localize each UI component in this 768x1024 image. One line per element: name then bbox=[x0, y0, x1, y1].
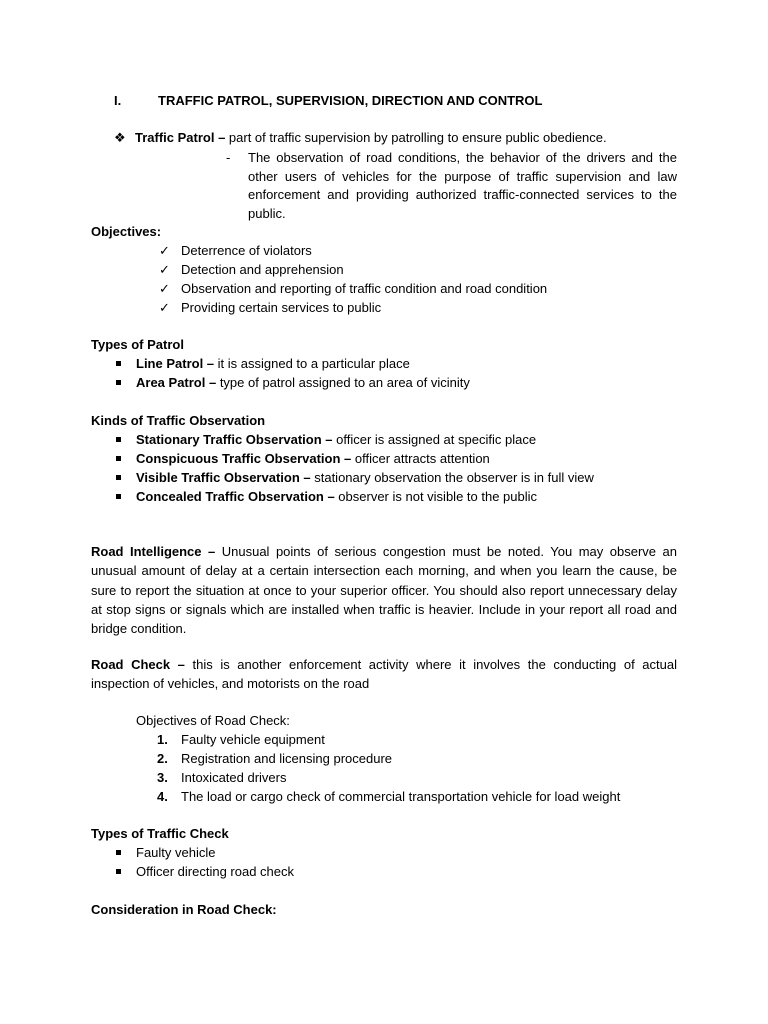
patrol-type-term: Line Patrol – bbox=[136, 356, 215, 371]
observation-item bbox=[136, 488, 537, 506]
objective-item: Observation and reporting of traffic condition and road condition bbox=[181, 281, 548, 296]
list-number: 3. bbox=[157, 770, 168, 785]
section-title: TRAFFIC PATROL, SUPERVISION, DIRECTION AND CONTROL bbox=[158, 93, 543, 108]
check-icon: ✓ bbox=[159, 243, 170, 258]
road-check-paragraph bbox=[91, 655, 677, 694]
observation-item bbox=[136, 469, 594, 487]
check-icon: ✓ bbox=[159, 281, 170, 296]
road-check-text: this is another enforcement activity where it involves the conducting of actual inspection of vehicles, and motorists on the road bbox=[91, 657, 677, 692]
road-intelligence-text: Unusual points of serious congestion must be noted. You may observe an unusual amount of delay at a certain intersection each morning, and when you learn the cause, be sure to report the situation at once to your superior officer. You should also report unnecessary delay at stop signs or signals which are installed when traffic is heavier. Include in your report all road and bridge condition. bbox=[91, 544, 677, 636]
objectives-title: Objectives: bbox=[91, 224, 162, 239]
observation-def: observer is not visible to the public bbox=[334, 489, 538, 504]
observation-term: Stationary Traffic Observation – bbox=[136, 432, 333, 447]
observation-def: officer attracts attention bbox=[351, 451, 490, 466]
list-number: 1. bbox=[157, 732, 168, 747]
observation-term: Concealed Traffic Observation – bbox=[136, 489, 335, 504]
patrol-type-def: it is assigned to a particular place bbox=[214, 356, 410, 371]
objective-item: Detection and apprehension bbox=[181, 262, 344, 277]
traffic-check-item: Faulty vehicle bbox=[136, 845, 216, 860]
square-bullet-icon bbox=[116, 361, 121, 366]
road-intelligence-term: Road Intelligence – bbox=[91, 544, 216, 559]
observation-item bbox=[136, 431, 536, 449]
check-icon: ✓ bbox=[159, 300, 170, 315]
square-bullet-icon bbox=[116, 475, 121, 480]
observation-def: stationary observation the observer is in full view bbox=[310, 470, 594, 485]
traffic-patrol-definition bbox=[135, 129, 607, 147]
dash-bullet: - bbox=[226, 150, 231, 165]
traffic-patrol-term: Traffic Patrol – bbox=[135, 130, 226, 145]
traffic-patrol-subtext: The observation of road conditions, the behavior of the drivers and the other users of vehicles for the purpose of traffic supervision and law enforcement and providing authorized traffic-connected services to the public. bbox=[248, 150, 677, 222]
patrol-type-term: Area Patrol – bbox=[136, 375, 217, 390]
traffic-patrol-def: part of traffic supervision by patrolling to ensure public obedience. bbox=[225, 130, 607, 145]
patrol-type-item bbox=[136, 355, 410, 373]
observation-term: Visible Traffic Observation – bbox=[136, 470, 311, 485]
road-intelligence-paragraph bbox=[91, 542, 677, 638]
objective-item: Deterrence of violators bbox=[181, 243, 312, 258]
square-bullet-icon bbox=[116, 437, 121, 442]
consideration-title: Consideration in Road Check: bbox=[91, 902, 277, 917]
square-bullet-icon bbox=[116, 869, 121, 874]
square-bullet-icon bbox=[116, 380, 121, 385]
square-bullet-icon bbox=[116, 850, 121, 855]
types-of-patrol-title: Types of Patrol bbox=[91, 337, 184, 352]
objective-item: Providing certain services to public bbox=[181, 300, 382, 315]
kinds-observation-title: Kinds of Traffic Observation bbox=[91, 413, 266, 428]
check-icon: ✓ bbox=[159, 262, 170, 277]
observation-term: Conspicuous Traffic Observation – bbox=[136, 451, 352, 466]
patrol-type-item bbox=[136, 374, 470, 392]
diamond-bullet-icon: ❖ bbox=[114, 130, 126, 145]
road-check-objective-item: Intoxicated drivers bbox=[181, 770, 287, 785]
road-check-term: Road Check – bbox=[91, 657, 185, 672]
patrol-type-def: type of patrol assigned to an area of vicinity bbox=[216, 375, 470, 390]
types-of-traffic-check-title: Types of Traffic Check bbox=[91, 826, 229, 841]
section-number: I. bbox=[114, 93, 122, 108]
square-bullet-icon bbox=[116, 456, 121, 461]
observation-def: officer is assigned at specific place bbox=[332, 432, 537, 447]
road-check-objective-item: Registration and licensing procedure bbox=[181, 751, 393, 766]
road-check-objective-item: Faulty vehicle equipment bbox=[181, 732, 325, 747]
road-check-objectives-title: Objectives of Road Check: bbox=[136, 713, 290, 728]
list-number: 2. bbox=[157, 751, 168, 766]
list-number: 4. bbox=[157, 789, 168, 804]
traffic-check-item: Officer directing road check bbox=[136, 864, 294, 879]
observation-item bbox=[136, 450, 490, 468]
road-check-objective-item: The load or cargo check of commercial transportation vehicle for load weight bbox=[181, 789, 621, 804]
square-bullet-icon bbox=[116, 494, 121, 499]
